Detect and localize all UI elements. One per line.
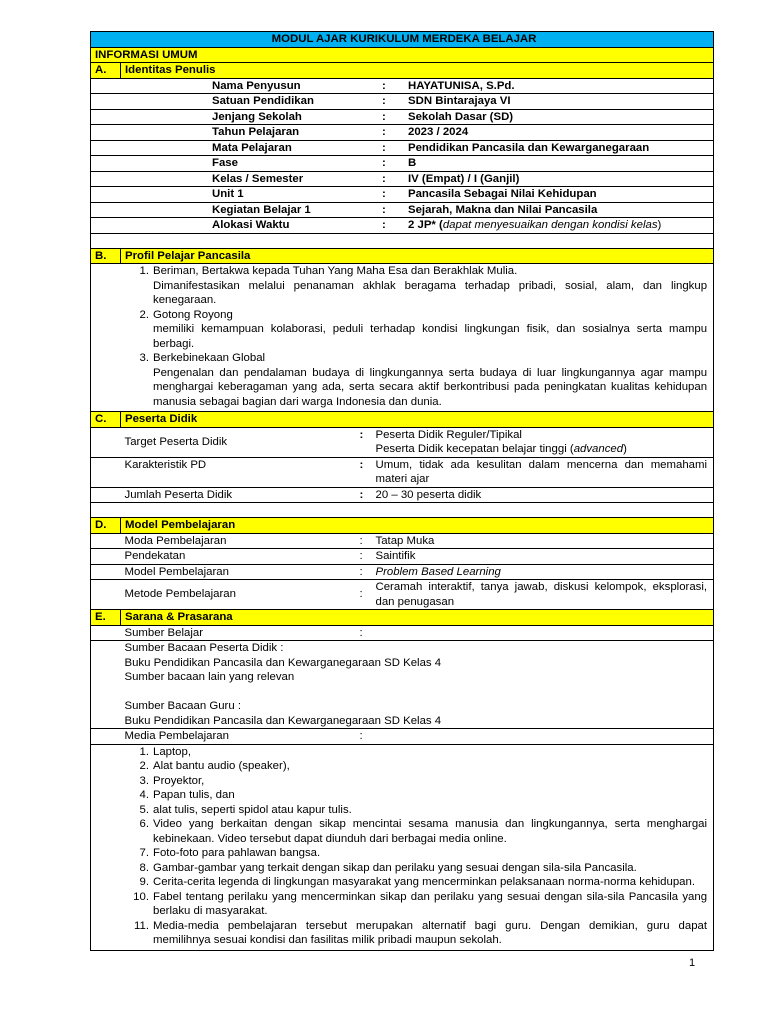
- jumlah-value: 20 – 30 peserta didik: [372, 487, 714, 503]
- target-label: Target Peserta Didik: [121, 427, 356, 457]
- media-text: Cerita-cerita legenda di lingkungan masyarakat yang mencerminkan pelaksanaan norma-norma kehidupan.: [153, 876, 695, 888]
- media-number: 8.: [139, 861, 149, 874]
- bacaan-pd-item: Sumber bacaan lain yang relevan: [124, 671, 295, 683]
- media-text: Proyektor,: [153, 774, 205, 787]
- target-value-2: Peserta Didik kecepatan belajar tinggi (advanced): [375, 443, 627, 455]
- media-item: [91, 774, 713, 789]
- section-d-letter: D.: [91, 518, 121, 534]
- profil-item: [91, 264, 713, 308]
- target-value-1: Peserta Didik Reguler/Tipikal: [375, 428, 522, 441]
- document-title: MODUL AJAR KURIKULUM MERDEKA BELAJAR: [91, 32, 714, 48]
- alokasi-colon: :: [382, 219, 386, 231]
- identitas-colon: :: [382, 172, 386, 185]
- media-text: Alat bantu audio (speaker),: [153, 760, 290, 772]
- karakteristik-colon: :: [356, 457, 372, 487]
- bacaan-pd-heading: Sumber Bacaan Peserta Didik :: [124, 642, 284, 654]
- identitas-key: Nama Penyusun: [212, 79, 301, 92]
- page-number: 1: [689, 957, 696, 969]
- identitas-value: Pancasila Sebagai Nilai Kehidupan: [408, 188, 597, 200]
- alokasi-value: 2 JP* (dapat menyesuaikan dengan kondisi kelas): [408, 219, 662, 231]
- profil-number: 3.: [139, 352, 149, 364]
- target-colon: :: [356, 427, 372, 457]
- media-number: 3.: [139, 774, 149, 787]
- modul-table: [90, 31, 714, 951]
- model-key: Metode Pembelajaran: [121, 580, 356, 610]
- identitas-colon: :: [382, 157, 386, 169]
- document-page: [90, 31, 713, 951]
- model-row: [91, 580, 714, 610]
- identitas-row: [91, 187, 713, 203]
- identitas-colon: :: [382, 203, 386, 216]
- identitas-colon: :: [382, 95, 386, 107]
- media-number: 11.: [134, 919, 149, 932]
- identitas-row: [91, 172, 713, 188]
- media-text: Papan tulis, dan: [153, 789, 235, 801]
- identitas-colon: :: [382, 141, 386, 154]
- identitas-colon: :: [382, 126, 386, 138]
- identitas-key: Kegiatan Belajar 1: [212, 203, 311, 216]
- media-number: 7.: [139, 847, 149, 859]
- sumber-belajar-label: Sumber Belajar: [121, 625, 356, 641]
- profil-head: Gotong Royong: [153, 308, 233, 321]
- model-colon: :: [356, 580, 372, 610]
- identitas-list: [91, 79, 713, 233]
- identitas-value: Sejarah, Makna dan Nilai Pancasila: [408, 203, 598, 216]
- identitas-value: 2023 / 2024: [408, 126, 469, 138]
- alokasi-row: [91, 218, 713, 233]
- identitas-key: Kelas / Semester: [212, 172, 304, 185]
- section-e-letter: E.: [91, 610, 121, 626]
- media-item: [91, 846, 713, 861]
- profil-body: memiliki kemampuan kolaborasi, peduli terhadap kondisi lingkungan fisik, dan sosialnya serta mampu berbagi.: [153, 323, 708, 350]
- media-text: Video yang berkaitan dengan sikap mencintai sesama manusia dan lingkungannya, serta menghargai kebinekaan. Video tersebut dapat diunduh dari berbagai media online.: [153, 818, 708, 845]
- informasi-umum-heading: INFORMASI UMUM: [91, 47, 714, 63]
- media-number: 10.: [133, 890, 149, 903]
- section-a-title: Identitas Penulis: [121, 63, 714, 79]
- media-list: [91, 745, 713, 948]
- identitas-row: [91, 156, 713, 172]
- media-item: [91, 919, 713, 948]
- media-number: 5.: [139, 803, 149, 816]
- model-value: Saintifik: [372, 549, 714, 565]
- identitas-colon: :: [382, 79, 386, 92]
- section-a-letter: A.: [91, 63, 121, 79]
- media-item: [91, 817, 713, 846]
- model-value: Ceramah interaktif, tanya jawab, diskusi kelompok, eksplorasi, dan penugasan: [372, 580, 714, 610]
- media-item: [91, 875, 713, 890]
- model-value: Tatap Muka: [372, 533, 714, 549]
- profil-body: Pengenalan dan pendalaman budaya di lingkungannya serta budaya di luar lingkungannya agar mampu menghargai keberagaman yang ada, serta secara aktif berkontribusi pada peningkatan kualitas kehidupan manusia sebagai bagian dari warga Indonesia dan dunia.: [153, 366, 708, 408]
- profil-number: 2.: [139, 308, 149, 321]
- section-c-letter: C.: [91, 412, 121, 428]
- media-item: [91, 861, 713, 876]
- jumlah-colon: :: [356, 487, 372, 503]
- identitas-value: HAYATUNISA, S.Pd.: [408, 79, 515, 92]
- alokasi-key: Alokasi Waktu: [212, 219, 290, 231]
- model-row: [91, 564, 714, 580]
- media-text: Gambar-gambar yang terkait dengan sikap dan perilaku yang sesuai dengan sila-sila Pancasila.: [153, 861, 637, 874]
- section-e-title: Sarana & Prasarana: [121, 610, 714, 626]
- identitas-key: Tahun Pelajaran: [212, 126, 300, 138]
- model-colon: :: [356, 564, 372, 580]
- identitas-key: Fase: [212, 157, 238, 169]
- media-text: alat tulis, seperti spidol atau kapur tulis.: [153, 803, 352, 816]
- model-key: Pendekatan: [121, 549, 356, 565]
- model-key: Model Pembelajaran: [121, 564, 356, 580]
- media-text: Media-media pembelajaran tersebut merupakan alternatif bagi guru. Dengan demikian, guru dapat memilihnya sesuai kondisi dan fasilitas milik pribadi maupun sekolah.: [153, 919, 708, 946]
- media-number: 2.: [139, 760, 149, 772]
- karakteristik-value: Umum, tidak ada kesulitan dalam mencerna dan memahami materi ajar: [372, 457, 714, 487]
- bacaan-pd-item: Buku Pendidikan Pancasila dan Kewarganegaraan SD Kelas 4: [124, 656, 442, 669]
- model-colon: :: [356, 549, 372, 565]
- identitas-row: [91, 79, 713, 95]
- profil-head: Berkebinekaan Global: [153, 352, 266, 364]
- media-text: Fabel tentang perilaku yang mencerminkan sikap dan perilaku yang sesuai dengan sila-sila Pancasila yang berlaku di masyarakat.: [153, 890, 708, 917]
- identitas-value: IV (Empat) / I (Ganjil): [408, 172, 520, 185]
- identitas-key: Satuan Pendidikan: [212, 95, 314, 107]
- profil-item: [91, 351, 713, 409]
- identitas-key: Unit 1: [212, 188, 244, 200]
- identitas-value: Pendidikan Pancasila dan Kewarganegaraan: [408, 141, 650, 154]
- sumber-belajar-colon: :: [356, 625, 372, 641]
- jumlah-label: Jumlah Peserta Didik: [121, 487, 356, 503]
- section-c-title: Peserta Didik: [121, 412, 714, 428]
- media-item: [91, 803, 713, 818]
- section-d-title: Model Pembelajaran: [121, 518, 714, 534]
- media-label: Media Pembelajaran: [121, 729, 356, 745]
- media-item: [91, 788, 713, 803]
- identitas-row: [91, 203, 713, 219]
- bacaan-guru-item: Buku Pendidikan Pancasila dan Kewarganegaraan SD Kelas 4: [124, 714, 442, 727]
- media-text: Foto-foto para pahlawan bangsa.: [153, 847, 321, 859]
- model-value: Problem Based Learning: [372, 564, 714, 580]
- model-key: Moda Pembelajaran: [121, 533, 356, 549]
- model-row: [91, 533, 714, 549]
- media-item: [91, 890, 713, 919]
- identitas-value: Sekolah Dasar (SD): [408, 110, 514, 123]
- profil-list: [91, 264, 713, 409]
- profil-body: Dimanifestasikan melalui penanaman akhlak beragama terhadap pribadi, sosial, alam, dan lingkup kenegaraan.: [153, 279, 708, 306]
- identitas-row: [91, 141, 713, 157]
- identitas-colon: :: [382, 110, 386, 123]
- media-item: [91, 759, 713, 774]
- identitas-key: Mata Pelajaran: [212, 141, 292, 154]
- identitas-key: Jenjang Sekolah: [212, 110, 302, 123]
- media-number: 9.: [139, 876, 149, 888]
- identitas-row: [91, 125, 713, 141]
- media-number: 1.: [139, 745, 149, 758]
- section-b-title: Profil Pelajar Pancasila: [121, 248, 714, 264]
- media-number: 4.: [139, 789, 149, 801]
- identitas-value: SDN Bintarajaya VI: [408, 95, 511, 107]
- media-number: 6.: [139, 818, 149, 830]
- karakteristik-label: Karakteristik PD: [121, 457, 356, 487]
- model-list: [91, 533, 714, 610]
- profil-head: Beriman, Bertakwa kepada Tuhan Yang Maha Esa dan Berakhlak Mulia.: [153, 265, 518, 277]
- identitas-row: [91, 94, 713, 110]
- bacaan-guru-heading: Sumber Bacaan Guru :: [124, 700, 241, 712]
- identitas-value: B: [408, 157, 417, 169]
- identitas-row: [91, 110, 713, 126]
- media-item: [91, 745, 713, 760]
- media-text: Laptop,: [153, 745, 192, 758]
- model-colon: :: [356, 533, 372, 549]
- media-colon: :: [356, 729, 372, 745]
- profil-item: [91, 308, 713, 352]
- identitas-colon: :: [382, 188, 386, 200]
- section-b-letter: B.: [91, 248, 121, 264]
- profil-number: 1.: [139, 265, 149, 277]
- model-row: [91, 549, 714, 565]
